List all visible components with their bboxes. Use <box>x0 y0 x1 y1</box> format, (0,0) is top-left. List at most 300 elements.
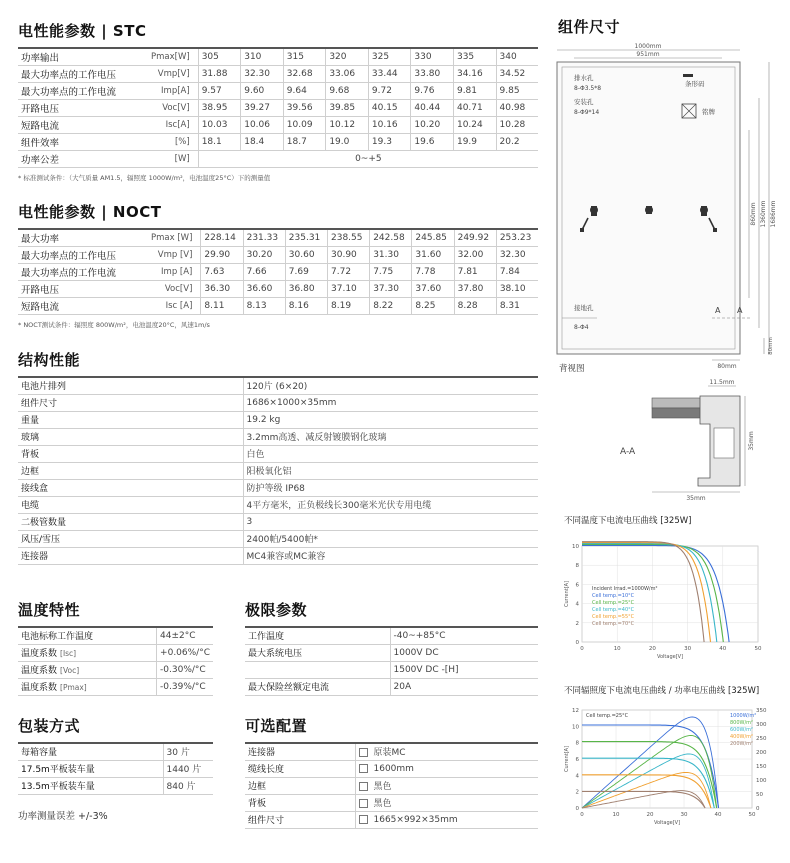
cell-value: 10.20 <box>411 116 454 133</box>
drawing-title: 组件尺寸 <box>558 18 621 36</box>
row-label: 最大功率 <box>18 229 148 246</box>
table-row <box>245 760 538 777</box>
nameplate-label: 铭牌 <box>702 108 715 116</box>
row-value: 防护等级 IP68 <box>243 479 538 496</box>
table-row <box>18 297 538 314</box>
cell-value: 30.90 <box>328 246 370 263</box>
row-key-text: 电池标称工作温度 <box>21 632 94 643</box>
cell-value: 9.60 <box>241 82 284 99</box>
table-row <box>18 743 213 760</box>
row-key: 最大保险丝额定电流 <box>245 678 390 695</box>
limits-table <box>245 626 538 696</box>
row-value: 30 片 <box>163 743 213 760</box>
drain-spec: 8-Φ3.5*8 <box>574 85 602 92</box>
dim-80-vertical: 80mm <box>768 337 774 355</box>
mount-spec: 8-Φ9*14 <box>574 109 600 116</box>
cell-value: 36.60 <box>243 280 285 297</box>
option-value: 黑色 <box>373 782 392 792</box>
cell-value: 37.30 <box>370 280 412 297</box>
x-tick-label: 30 <box>680 812 688 818</box>
y-tick-label: 6 <box>575 757 579 763</box>
chart-temp-title: 不同温度下电流电压曲线 [325W] <box>564 516 692 526</box>
cell-value: 32.00 <box>454 246 496 263</box>
row-key: 缆线长度 <box>245 760 355 777</box>
row-value: 3.2mm高透、减反射镀膜钢化玻璃 <box>243 428 538 445</box>
cell-value: 40.71 <box>453 99 496 116</box>
cell-value: 310 <box>241 48 284 65</box>
option-checkbox[interactable] <box>359 815 368 824</box>
row-key: 每箱容量 <box>18 743 163 760</box>
cell-value: 9.76 <box>411 82 454 99</box>
cell-value: 7.66 <box>243 263 285 280</box>
row-label: 组件效率 <box>18 133 148 150</box>
option-checkbox[interactable] <box>359 799 368 808</box>
legend-entry: Cell temp.=10°C <box>592 593 635 599</box>
row-key: 17.5m平板装车量 <box>18 760 163 777</box>
cell-value: 18.7 <box>283 133 326 150</box>
table-row <box>18 479 538 496</box>
table-row <box>18 116 538 133</box>
table-row <box>245 777 538 794</box>
option-checkbox[interactable] <box>359 748 368 757</box>
row-value: 44±2°C <box>157 627 213 644</box>
cell-value: 31.88 <box>198 65 241 82</box>
table-row <box>18 445 538 462</box>
y-tick-label: 0 <box>575 640 579 646</box>
dim-951: 951mm <box>636 51 660 58</box>
limits-title: 极限参数 <box>245 601 308 619</box>
row-label: 功率输出 <box>18 48 148 65</box>
cell-value: 8.25 <box>412 297 454 314</box>
row-value <box>355 794 538 811</box>
table-row <box>245 678 538 695</box>
table-row <box>18 428 538 445</box>
cell-value: 32.68 <box>283 65 326 82</box>
row-unit: Imp [A] <box>148 263 201 280</box>
x-axis-label: Voltage[V] <box>653 820 681 826</box>
cell-value: 10.28 <box>496 116 538 133</box>
chart-temperature <box>562 530 780 668</box>
row-label: 最大功率点的工作电流 <box>18 263 148 280</box>
options-table <box>245 742 538 829</box>
option-value: 1665×992×35mm <box>373 814 458 825</box>
table-row <box>245 661 538 678</box>
cell-value: 18.4 <box>241 133 284 150</box>
cell-value: 19.0 <box>326 133 369 150</box>
table-row <box>18 263 538 280</box>
cell-value: 40.98 <box>496 99 538 116</box>
y2-tick-label: 350 <box>756 708 767 714</box>
row-value: 1686×1000×35mm <box>243 394 538 411</box>
cell-value: 253.23 <box>496 229 538 246</box>
x-tick-label: 20 <box>646 812 654 818</box>
row-key-text: 温度系数 <box>21 683 58 693</box>
cell-value: 7.72 <box>328 263 370 280</box>
cell-value: 37.80 <box>454 280 496 297</box>
option-value: 原装MC <box>373 748 406 759</box>
row-value: 19.2 kg <box>243 411 538 428</box>
row-unit: [W] <box>148 150 198 167</box>
table-row <box>18 760 213 777</box>
y-tick-label: 2 <box>575 620 579 627</box>
table-row <box>18 65 538 82</box>
row-value <box>355 811 538 828</box>
dim-860: 860mm <box>750 202 757 226</box>
cell-value: 8.13 <box>243 297 285 314</box>
y2-tick-label: 300 <box>756 722 767 728</box>
row-key: 边框 <box>245 777 355 794</box>
cell-value: 32.30 <box>241 65 284 82</box>
row-key: 二极管数量 <box>18 513 243 530</box>
cell-value: 7.63 <box>201 263 243 280</box>
chart-irr-title: 不同辐照度下电流电压曲线 / 功率电压曲线 [325W] <box>564 686 760 696</box>
row-value: -0.39%/°C <box>157 678 213 695</box>
table-row <box>18 462 538 479</box>
legend-header: Incident Irrad.=1000W/m² <box>592 586 658 592</box>
cell-value: 7.84 <box>496 263 538 280</box>
packing-note: 功率测量误差 +/-3% <box>18 811 108 822</box>
cell-value: 320 <box>326 48 369 65</box>
table-row <box>18 547 538 564</box>
back-view-drawing <box>552 38 786 378</box>
row-value: 阳极氧化铝 <box>243 462 538 479</box>
x-tick-label: 40 <box>714 812 722 818</box>
legend-entry: Cell temp.=70°C <box>592 621 635 627</box>
cell-value: 305 <box>198 48 241 65</box>
cell-value: 39.85 <box>326 99 369 116</box>
dim-1686: 1686mm <box>770 200 777 228</box>
cell-value: 30.60 <box>285 246 327 263</box>
ground-label: 接地孔 <box>574 304 594 312</box>
cell-value: 325 <box>368 48 411 65</box>
row-key <box>18 661 157 678</box>
legend-entry: Cell temp.=40°C <box>592 607 635 613</box>
table-row <box>18 229 538 246</box>
row-unit: Vmp[V] <box>148 65 198 82</box>
legend-entry: 1000W/m² <box>730 713 757 719</box>
chart-irradiance <box>562 700 780 830</box>
table-row <box>18 48 538 65</box>
cell-value: 315 <box>283 48 326 65</box>
legend-entry: 600W/m² <box>730 727 754 733</box>
option-value: 黑色 <box>373 799 392 809</box>
y-tick-label: 4 <box>575 773 579 780</box>
cell-value: 340 <box>496 48 538 65</box>
legend-header: Cell temp.=25°C <box>586 713 629 719</box>
cell-value: 8.31 <box>496 297 538 314</box>
section-a-right: A <box>737 306 743 315</box>
row-unit: [Isc] <box>60 649 77 658</box>
row-value: 2400帕/5400帕* <box>243 530 538 547</box>
row-value: 840 片 <box>163 777 213 794</box>
dim-80-horizontal: 80mm <box>717 363 737 370</box>
row-key <box>18 678 157 695</box>
row-key: 组件尺寸 <box>245 811 355 828</box>
stc-note: * 标准测试条件：（大气质量 AM1.5，辐照度 1000W/m²，电池温度25°C）下的测量值 <box>18 174 271 182</box>
cell-value: 40.44 <box>411 99 454 116</box>
row-key: 连接器 <box>18 547 243 564</box>
cell-value: 8.28 <box>454 297 496 314</box>
dim-1360: 1360mm <box>760 200 767 228</box>
cell-value: 9.81 <box>453 82 496 99</box>
table-row <box>18 777 213 794</box>
y2-tick-label: 250 <box>756 736 767 742</box>
y2-tick-label: 50 <box>756 792 763 798</box>
option-checkbox[interactable] <box>359 764 368 773</box>
structure-title: 结构性能 <box>18 351 81 369</box>
cell-value: 39.56 <box>283 99 326 116</box>
legend-entry: 400W/m² <box>730 734 754 740</box>
x-tick-label: 50 <box>754 646 762 652</box>
row-key <box>18 644 157 661</box>
table-row <box>18 133 538 150</box>
row-key: 13.5m平板装车量 <box>18 777 163 794</box>
cell-value: 242.58 <box>370 229 412 246</box>
cell-value: 33.06 <box>326 65 369 82</box>
x-tick-label: 30 <box>684 646 692 652</box>
y2-tick-label: 150 <box>756 764 767 770</box>
row-unit: [Pmax] <box>60 683 87 692</box>
option-checkbox[interactable] <box>359 782 368 791</box>
table-row <box>245 811 538 828</box>
dim-35-vertical: 35mm <box>748 431 755 451</box>
cell-value: 37.10 <box>328 280 370 297</box>
ground-spec: 8-Φ4 <box>574 324 589 331</box>
row-key: 风压/雪压 <box>18 530 243 547</box>
row-unit: Voc[V] <box>148 99 198 116</box>
cell-value: 238.55 <box>328 229 370 246</box>
row-unit: Voc[V] <box>148 280 201 297</box>
row-unit: Isc[A] <box>148 116 198 133</box>
noct-table <box>18 228 538 315</box>
row-label: 短路电流 <box>18 116 148 133</box>
option-value: 1600mm <box>373 763 414 774</box>
row-label: 最大功率点的工作电压 <box>18 65 148 82</box>
barcode-label: 条形码 <box>685 80 705 88</box>
y-axis-label: Current[A] <box>564 580 570 608</box>
row-value: 120片 (6×20) <box>243 377 538 394</box>
row-key: 边框 <box>18 462 243 479</box>
cell-value: 10.12 <box>326 116 369 133</box>
row-unit: Isc [A] <box>148 297 201 314</box>
row-unit: [Voc] <box>60 666 80 675</box>
table-row <box>18 394 538 411</box>
cell-value: 8.19 <box>328 297 370 314</box>
cell-value: 249.92 <box>454 229 496 246</box>
y-tick-label: 8 <box>575 740 579 747</box>
back-view-label: 背视图 <box>559 364 585 374</box>
row-key: 电池片排列 <box>18 377 243 394</box>
row-unit: [%] <box>148 133 198 150</box>
cell-value: 335 <box>453 48 496 65</box>
cell-value: 235.31 <box>285 229 327 246</box>
packing-title: 包装方式 <box>18 717 81 735</box>
temperature-table <box>18 626 213 696</box>
x-tick-label: 20 <box>648 646 656 652</box>
row-value: 20A <box>390 678 538 695</box>
table-row <box>18 530 538 547</box>
drain-label: 排水孔 <box>574 74 594 82</box>
x-tick-label: 10 <box>613 646 621 652</box>
cell-value: 36.30 <box>201 280 243 297</box>
row-unit: Pmax[W] <box>148 48 198 65</box>
row-label: 最大功率点的工作电流 <box>18 82 148 99</box>
cell-value: 38.10 <box>496 280 538 297</box>
barcode-icon <box>683 74 693 77</box>
table-row <box>18 661 213 678</box>
cell-value: 33.80 <box>411 65 454 82</box>
x-tick-label: 50 <box>748 812 756 818</box>
row-label: 短路电流 <box>18 297 148 314</box>
row-value: 1500V DC -[H] <box>390 661 538 678</box>
dim-1000: 1000mm <box>634 43 662 50</box>
y-tick-label: 8 <box>575 563 579 570</box>
table-row <box>245 644 538 661</box>
cell-value: 19.9 <box>453 133 496 150</box>
row-key: 接线盒 <box>18 479 243 496</box>
table-row <box>18 280 538 297</box>
row-value <box>355 760 538 777</box>
temperature-title: 温度特性 <box>18 601 81 619</box>
cell-value: 10.03 <box>198 116 241 133</box>
row-label: 功率公差 <box>18 150 148 167</box>
row-value: 白色 <box>243 445 538 462</box>
table-row <box>18 496 538 513</box>
y2-tick-label: 100 <box>756 778 767 784</box>
x-tick-label: 10 <box>612 812 620 818</box>
cell-value: 38.95 <box>198 99 241 116</box>
cell-value: 7.78 <box>412 263 454 280</box>
legend-entry: 200W/m² <box>730 741 754 747</box>
row-key: 连接器 <box>245 743 355 760</box>
cell-value: 34.52 <box>496 65 538 82</box>
row-value: 1000V DC <box>390 644 538 661</box>
cell-value: 245.85 <box>412 229 454 246</box>
cell-value: 9.64 <box>283 82 326 99</box>
row-key: 重量 <box>18 411 243 428</box>
row-key <box>18 627 157 644</box>
table-row <box>18 411 538 428</box>
y-tick-label: 12 <box>572 708 579 714</box>
cell-value: 18.1 <box>198 133 241 150</box>
row-value: -0.30%/°C <box>157 661 213 678</box>
x-axis-label: Voltage[V] <box>656 654 684 660</box>
row-key: 玻璃 <box>18 428 243 445</box>
cross-section-drawing <box>600 376 780 502</box>
cell-value: 10.24 <box>453 116 496 133</box>
section-label: A-A <box>620 447 636 457</box>
row-unit: Vmp [V] <box>148 246 201 263</box>
cell-value: 31.60 <box>412 246 454 263</box>
row-unit: Imp[A] <box>148 82 198 99</box>
cell-value: 7.75 <box>370 263 412 280</box>
legend-entry: 800W/m² <box>730 720 754 726</box>
y-tick-label: 6 <box>575 582 579 589</box>
table-row <box>18 150 538 167</box>
dim-11-5: 11.5mm <box>709 379 735 386</box>
y-tick-label: 0 <box>575 806 579 812</box>
cell-value: 19.6 <box>411 133 454 150</box>
row-value <box>355 777 538 794</box>
packing-table <box>18 742 213 795</box>
cell-value: 0~+5 <box>198 150 538 167</box>
x-tick-label: 0 <box>580 646 584 652</box>
y2-tick-label: 200 <box>756 750 767 756</box>
table-row <box>245 743 538 760</box>
row-value <box>355 743 538 760</box>
cell-value: 7.81 <box>454 263 496 280</box>
cell-value: 8.22 <box>370 297 412 314</box>
row-label: 开路电压 <box>18 99 148 116</box>
row-label: 最大功率点的工作电压 <box>18 246 148 263</box>
row-value: +0.06%/°C <box>157 644 213 661</box>
table-row <box>18 678 213 695</box>
row-value: MC4兼容或MC兼容 <box>243 547 538 564</box>
row-key: 电缆 <box>18 496 243 513</box>
cell-value: 20.2 <box>496 133 538 150</box>
x-tick-label: 0 <box>580 812 584 818</box>
row-unit: Pmax [W] <box>148 229 201 246</box>
row-key-text: 温度系数 <box>21 649 58 659</box>
legend-entry: Cell temp.=25°C <box>592 600 635 606</box>
legend-entry: Cell temp.=55°C <box>592 614 635 620</box>
row-key-text: 温度系数 <box>21 666 58 676</box>
cell-value: 31.30 <box>370 246 412 263</box>
cell-value: 34.16 <box>453 65 496 82</box>
table-row <box>18 99 538 116</box>
y-tick-label: 2 <box>575 789 579 796</box>
row-key: 组件尺寸 <box>18 394 243 411</box>
table-row <box>18 513 538 530</box>
cell-value: 30.20 <box>243 246 285 263</box>
row-key: 背板 <box>245 794 355 811</box>
cell-value: 330 <box>411 48 454 65</box>
mount-label: 安装孔 <box>574 98 594 106</box>
noct-title: 电性能参数 | NOCT <box>18 203 162 221</box>
row-key: 工作温度 <box>245 627 390 644</box>
y-axis-label: Current[A] <box>564 745 570 773</box>
structure-table <box>18 376 538 565</box>
table-row <box>245 794 538 811</box>
stc-table <box>18 47 538 168</box>
cell-value: 231.33 <box>243 229 285 246</box>
cell-value: 40.15 <box>368 99 411 116</box>
cell-value: 19.3 <box>368 133 411 150</box>
cell-value: 39.27 <box>241 99 284 116</box>
row-key <box>245 661 390 678</box>
options-title: 可选配置 <box>245 717 308 735</box>
x-tick-label: 40 <box>719 646 727 652</box>
cell-value: 9.57 <box>198 82 241 99</box>
cell-value: 29.90 <box>201 246 243 263</box>
cell-value: 10.16 <box>368 116 411 133</box>
cell-value: 10.06 <box>241 116 284 133</box>
cell-value: 9.85 <box>496 82 538 99</box>
table-row <box>18 627 213 644</box>
row-value: 3 <box>243 513 538 530</box>
table-row <box>18 644 213 661</box>
table-row <box>245 627 538 644</box>
cell-value: 37.60 <box>412 280 454 297</box>
row-key: 背板 <box>18 445 243 462</box>
cell-value: 36.80 <box>285 280 327 297</box>
cell-value: 9.72 <box>368 82 411 99</box>
noct-note: * NOCT测试条件：辐照度 800W/m²，电池温度20°C，风速1m/s <box>18 321 210 329</box>
cell-value: 8.11 <box>201 297 243 314</box>
table-row <box>18 246 538 263</box>
cell-value: 33.44 <box>368 65 411 82</box>
section-a-left: A <box>715 306 721 315</box>
